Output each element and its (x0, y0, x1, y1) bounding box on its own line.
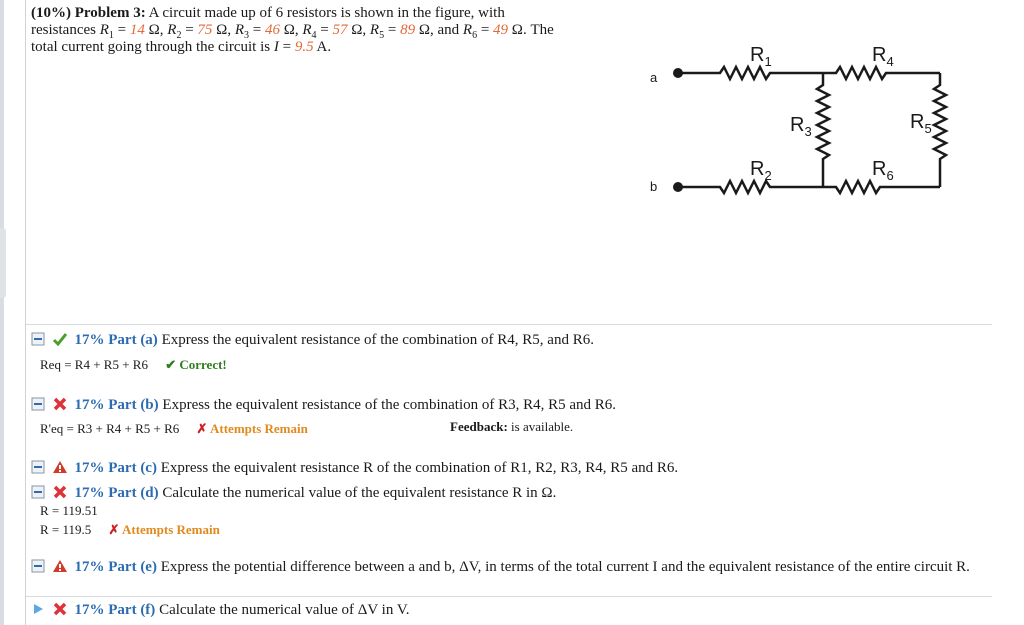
part-e-percent: 17% (74, 559, 105, 575)
part-c-text: Express the equivalent resistance R of the combination of R1, R2, R3, R4, R5 and R6. (160, 460, 679, 476)
part-e-text: Express the potential difference between a and b, ΔV, in terms of the total current I and the equivalent resistance of the entire circuit R. (160, 559, 970, 575)
r4-value: 57 (332, 22, 348, 38)
part-d-answer-value-1: R = 119.51 (40, 503, 98, 518)
part-e-title[interactable]: Part (e) (108, 559, 157, 575)
part-a-answer-row (40, 357, 227, 373)
terminal-b (673, 182, 683, 192)
part-b-text: Express the equivalent resistance of the combination of R3, R4, R5 and R6. (162, 397, 617, 413)
r6-value: 49 (493, 22, 509, 38)
circuit-diagram (640, 35, 960, 205)
feedback-link[interactable]: Feedback: is available. (450, 419, 574, 434)
resistances-label: resistances (31, 22, 96, 38)
problem-header: (10%) Problem 3: (31, 5, 146, 21)
r1-value: 14 (129, 22, 145, 38)
part-d-answer-2 (40, 522, 220, 538)
r5-value: 89 (400, 22, 416, 38)
left-gutter (0, 0, 4, 625)
label-r3: $R_3$ (790, 114, 812, 139)
collapse-icon[interactable] (31, 332, 45, 346)
terminal-a (673, 68, 683, 78)
part-b-answer-row (40, 421, 308, 437)
part-c-percent: 17% (74, 460, 105, 476)
part-d-percent: 17% (74, 485, 105, 501)
node-a-label: a (650, 70, 658, 85)
divider (25, 596, 992, 597)
content-border (25, 0, 26, 625)
error-icon (52, 485, 68, 499)
collapse-icon[interactable] (31, 397, 45, 411)
divider (25, 324, 992, 325)
part-a-title[interactable]: Part (a) (108, 332, 158, 348)
x-mark-icon: ✗ (108, 522, 120, 537)
part-a-percent: 17% (74, 332, 105, 348)
part-b-row[interactable] (31, 396, 616, 414)
collapse-icon[interactable] (31, 460, 45, 474)
r3-value: 46 (264, 22, 280, 38)
current-value: 9.5 (294, 39, 314, 55)
r2-value: 75 (197, 22, 213, 38)
part-c-row[interactable] (31, 459, 678, 477)
warning-icon (52, 559, 68, 573)
part-d-answer-1 (40, 503, 98, 519)
node-b-label: b (650, 179, 658, 194)
warning-icon (52, 460, 68, 474)
part-b-title[interactable]: Part (b) (108, 397, 159, 413)
part-a-row[interactable] (31, 331, 594, 349)
current-text: total current going through the circuit is (31, 39, 271, 55)
label-r4: $R_4$ (872, 44, 894, 69)
label-r1: $R_1$ (750, 44, 772, 69)
x-mark-icon: ✗ (196, 421, 208, 436)
part-f-percent: 17% (74, 602, 105, 618)
part-f-title[interactable]: Part (f) (108, 602, 156, 618)
wire-top (678, 67, 940, 79)
part-a-answer: Req = R4 + R5 + R6 (40, 357, 148, 372)
expand-arrow-icon[interactable] (31, 602, 45, 616)
part-b-answer: R'eq = R3 + R4 + R5 + R6 (40, 421, 180, 436)
side-tab[interactable] (0, 228, 6, 298)
resistor-r3 (817, 73, 829, 187)
wire-bottom (678, 181, 940, 193)
collapse-icon[interactable] (31, 485, 45, 499)
part-e-row[interactable] (31, 558, 991, 577)
correct-badge: ✔ Correct! (165, 357, 227, 372)
part-a-text: Express the equivalent resistance of the combination of R4, R5, and R6. (161, 332, 594, 348)
part-b-percent: 17% (74, 397, 105, 413)
error-icon (52, 602, 68, 616)
attempts-badge: ✗ Attempts Remain (196, 421, 308, 436)
part-d-title[interactable]: Part (d) (108, 485, 159, 501)
part-d-text: Calculate the numerical value of the equivalent resistance R in Ω. (162, 485, 557, 501)
correct-check-icon: ✔ (165, 357, 177, 372)
resistor-r5 (934, 73, 946, 187)
part-c-title[interactable]: Part (c) (108, 460, 157, 476)
check-icon (52, 332, 68, 346)
attempts-badge: ✗ Attempts Remain (108, 522, 220, 537)
label-r6: $R_6$ (872, 158, 894, 183)
label-r5: $R_5$ (910, 111, 932, 136)
part-d-row[interactable] (31, 484, 556, 502)
error-icon (52, 397, 68, 411)
problem-intro: A circuit made up of 6 resistors is shown in the figure, with (148, 5, 505, 21)
part-d-answer-value-2: R = 119.5 (40, 522, 92, 537)
part-f-text: Calculate the numerical value of ΔV in V. (159, 602, 410, 618)
part-f-row[interactable] (31, 601, 409, 619)
collapse-icon[interactable] (31, 559, 45, 573)
problem-statement: (10%) Problem 3: A circuit made up of 6 resistors is shown in the figure, with resistances $R_1 = 14$ Ω, $R_2 = 75$ Ω, $R_3 = 46$ Ω, $R_4 = 57$ Ω, $R_5 = 89$ Ω, and $R_6 = 49$ Ω. The total current going through the circuit is I = 9.5 A. (31, 5, 554, 55)
label-r2: $R_2$ (750, 158, 772, 183)
